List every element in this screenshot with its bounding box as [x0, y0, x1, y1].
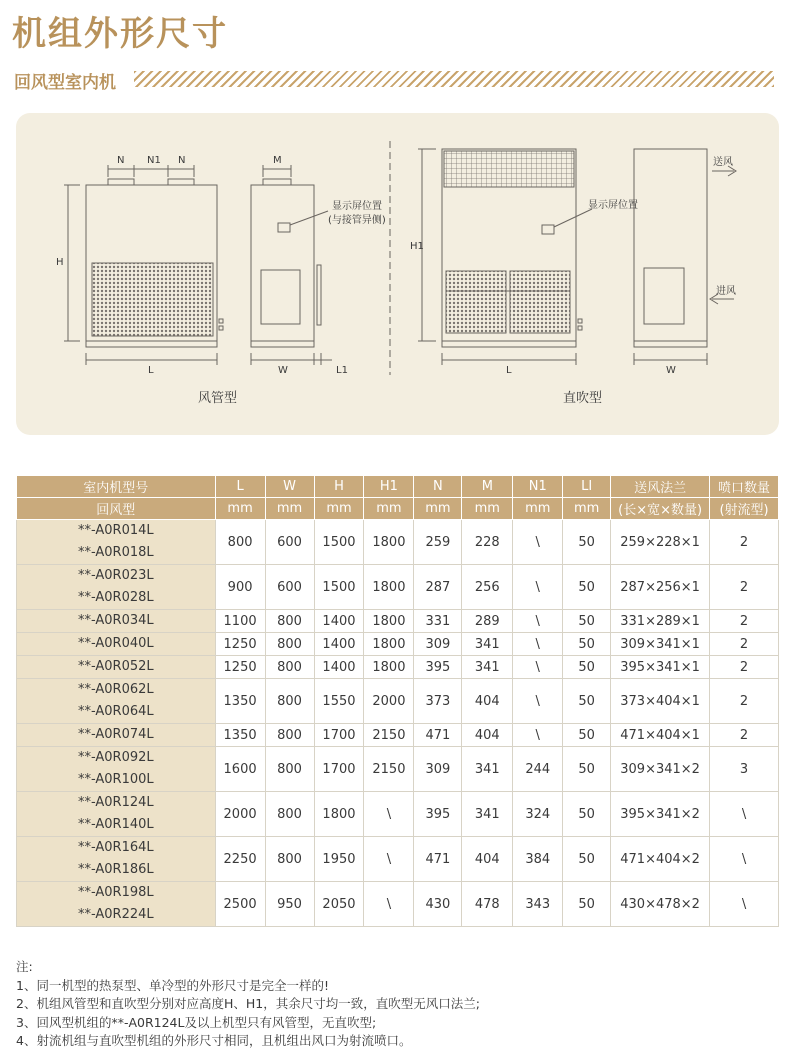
cell-h: 2050 [314, 882, 364, 927]
cell-n1: \ [513, 724, 563, 747]
cell-h1: 1800 [364, 656, 414, 679]
label-display-left: 显示屏位置 [332, 201, 382, 212]
section-header [14, 66, 774, 94]
cell-w: 800 [265, 610, 314, 633]
cell-h: 1700 [314, 724, 364, 747]
col-header-m: M [462, 476, 513, 498]
duct-side-body [251, 185, 314, 341]
label-supply-air: 送风 [713, 157, 733, 168]
page-title: 机组外形尺寸 [12, 14, 228, 54]
cell-h1: \ [364, 882, 414, 927]
cell-n: 287 [414, 565, 462, 610]
cell-h1: 2000 [364, 679, 414, 724]
model-code: **-A0R034L [77, 613, 154, 628]
cell-nozzle: 2 [710, 679, 779, 724]
cell-nozzle: 2 [710, 633, 779, 656]
cell-l: 1600 [215, 747, 265, 792]
note-item: 4、射流机组与直吹型机组的外形尺寸相同，且机组出风口为射流喷口。 [16, 1033, 412, 1048]
cell-n: 430 [414, 882, 462, 927]
cell-n: 259 [414, 520, 462, 565]
cell-m: 256 [462, 565, 513, 610]
col-header-h1: H1 [364, 476, 414, 498]
cell-h: 1800 [314, 792, 364, 837]
cell-li: 50 [563, 565, 611, 610]
cell-model [17, 724, 216, 747]
label-l1: L1 [336, 365, 348, 376]
table-row [17, 610, 779, 633]
cell-n1: \ [513, 565, 563, 610]
model-code: **-A0R074L [77, 727, 154, 742]
caption-direct-type: 直吹型 [563, 391, 603, 406]
cell-h: 1500 [314, 565, 364, 610]
cell-model [17, 633, 216, 656]
cell-nozzle: 2 [710, 520, 779, 565]
table-row [17, 565, 779, 610]
cell-w: 800 [265, 679, 314, 724]
col-header-n1: N1 [513, 476, 563, 498]
label-l-right: L [506, 365, 512, 376]
label-n-left: N [117, 155, 125, 166]
cell-h: 1700 [314, 747, 364, 792]
cell-l: 1100 [215, 610, 265, 633]
table-row [17, 633, 779, 656]
model-code: **-A0R064L [77, 704, 154, 719]
subheader-unit: mm [563, 498, 611, 520]
label-w-left: W [278, 365, 288, 376]
cell-h1: 1800 [364, 520, 414, 565]
cell-li: 50 [563, 747, 611, 792]
cell-flange: 395×341×1 [611, 656, 710, 679]
cell-w: 800 [265, 792, 314, 837]
model-code: **-A0R164L [77, 840, 154, 855]
cell-w: 800 [265, 724, 314, 747]
label-return-air: 进风 [716, 286, 736, 297]
cell-li: 50 [563, 520, 611, 565]
model-code: **-A0R040L [77, 636, 154, 651]
cell-nozzle: 2 [710, 565, 779, 610]
dimension-diagram [16, 113, 779, 435]
cell-h: 1400 [314, 633, 364, 656]
cell-nozzle: 3 [710, 747, 779, 792]
cell-h1: 1800 [364, 565, 414, 610]
table-row [17, 837, 779, 882]
duct-side-panel [261, 270, 300, 324]
cell-model [17, 656, 216, 679]
cell-m: 341 [462, 747, 513, 792]
model-code: **-A0R140L [77, 817, 154, 832]
cell-n: 395 [414, 656, 462, 679]
notes-block [16, 958, 480, 1051]
cell-n1: \ [513, 520, 563, 565]
cell-n: 471 [414, 724, 462, 747]
cell-flange: 309×341×1 [611, 633, 710, 656]
cell-li: 50 [563, 656, 611, 679]
subheader-unit: mm [462, 498, 513, 520]
table-row [17, 679, 779, 724]
cell-n: 373 [414, 679, 462, 724]
subheader-unit: mm [364, 498, 414, 520]
label-n1: N1 [147, 155, 161, 166]
cell-nozzle: 2 [710, 724, 779, 747]
cell-li: 50 [563, 610, 611, 633]
cell-li: 50 [563, 679, 611, 724]
cell-m: 228 [462, 520, 513, 565]
table-row [17, 747, 779, 792]
label-n-right: N [178, 155, 186, 166]
col-header-li: LI [563, 476, 611, 498]
cell-l: 2500 [215, 882, 265, 927]
cell-w: 600 [265, 520, 314, 565]
cell-nozzle: \ [710, 837, 779, 882]
cell-w: 950 [265, 882, 314, 927]
label-display-right: 显示屏位置 [588, 200, 638, 211]
cell-li: 50 [563, 724, 611, 747]
label-h: H [56, 257, 64, 268]
label-h1: H1 [410, 241, 424, 252]
model-code: **-A0R023L [77, 568, 154, 583]
cell-h: 1550 [314, 679, 364, 724]
cell-l: 1250 [215, 633, 265, 656]
col-header-n: N [414, 476, 462, 498]
col-header-model: 室内机型号 [17, 476, 216, 498]
model-code: **-A0R092L [77, 750, 154, 765]
cell-m: 341 [462, 792, 513, 837]
subheader-unit: mm [215, 498, 265, 520]
cell-n1: \ [513, 656, 563, 679]
subheader-flange-format: (长×宽×数量) [611, 498, 710, 520]
cell-model [17, 610, 216, 633]
cell-l: 1350 [215, 724, 265, 747]
cell-m: 404 [462, 724, 513, 747]
cell-flange: 471×404×2 [611, 837, 710, 882]
col-header-w: W [265, 476, 314, 498]
cell-w: 800 [265, 837, 314, 882]
cell-n: 395 [414, 792, 462, 837]
section-hatch-decoration [134, 71, 774, 87]
table-row [17, 656, 779, 679]
cell-l: 2250 [215, 837, 265, 882]
cell-h1: 2150 [364, 747, 414, 792]
table-row [17, 882, 779, 927]
model-code: **-A0R052L [77, 659, 154, 674]
cell-li: 50 [563, 882, 611, 927]
subheader-unit: mm [414, 498, 462, 520]
col-header-nozzle: 喷口数量 [710, 476, 779, 498]
cell-nozzle: \ [710, 792, 779, 837]
cell-h: 1500 [314, 520, 364, 565]
direct-side-body [634, 149, 707, 341]
cell-l: 900 [215, 565, 265, 610]
model-code: **-A0R062L [77, 682, 154, 697]
subheader-unit: mm [265, 498, 314, 520]
table-row [17, 520, 779, 565]
cell-model [17, 792, 216, 837]
cell-n1: \ [513, 679, 563, 724]
table-row [17, 724, 779, 747]
table-body [17, 520, 779, 927]
cell-n: 471 [414, 837, 462, 882]
cell-l: 1350 [215, 679, 265, 724]
cell-n1: \ [513, 610, 563, 633]
section-title: 回风型室内机 [14, 68, 124, 93]
model-code: **-A0R028L [77, 590, 154, 605]
cell-m: 341 [462, 656, 513, 679]
model-code: **-A0R018L [77, 545, 154, 560]
table-row [17, 792, 779, 837]
cell-h: 1400 [314, 610, 364, 633]
cell-h1: 2150 [364, 724, 414, 747]
model-code: **-A0R014L [77, 523, 154, 538]
cell-h: 1400 [314, 656, 364, 679]
cell-m: 478 [462, 882, 513, 927]
cell-l: 2000 [215, 792, 265, 837]
dimension-table [16, 475, 779, 927]
model-code: **-A0R186L [77, 862, 154, 877]
cell-n: 309 [414, 747, 462, 792]
cell-li: 50 [563, 633, 611, 656]
cell-flange: 331×289×1 [611, 610, 710, 633]
cell-h: 1950 [314, 837, 364, 882]
cell-n1: 244 [513, 747, 563, 792]
cell-flange: 471×404×1 [611, 724, 710, 747]
model-code: **-A0R124L [77, 795, 154, 810]
cell-model [17, 679, 216, 724]
cell-model [17, 520, 216, 565]
dimension-drawing [16, 113, 779, 435]
subheader-nozzle-type: (射流型) [710, 498, 779, 520]
cell-n: 309 [414, 633, 462, 656]
cell-flange: 373×404×1 [611, 679, 710, 724]
cell-flange: 395×341×2 [611, 792, 710, 837]
cell-m: 404 [462, 679, 513, 724]
label-m: M [273, 155, 282, 166]
cell-h1: 1800 [364, 633, 414, 656]
cell-flange: 287×256×1 [611, 565, 710, 610]
cell-w: 800 [265, 633, 314, 656]
label-w-right: W [666, 365, 676, 376]
cell-nozzle: 2 [710, 656, 779, 679]
cell-flange: 309×341×2 [611, 747, 710, 792]
model-code: **-A0R100L [77, 772, 154, 787]
cell-li: 50 [563, 792, 611, 837]
cell-flange: 430×478×2 [611, 882, 710, 927]
label-display-note: (与接管异侧) [328, 215, 386, 226]
cell-n: 331 [414, 610, 462, 633]
cell-m: 341 [462, 633, 513, 656]
table-subheader-row [17, 498, 779, 520]
col-header-flange: 送风法兰 [611, 476, 710, 498]
label-l-left: L [148, 365, 154, 376]
cell-n1: \ [513, 633, 563, 656]
model-code: **-A0R224L [77, 907, 154, 922]
cell-m: 404 [462, 837, 513, 882]
cell-w: 600 [265, 565, 314, 610]
cell-model [17, 565, 216, 610]
cell-m: 289 [462, 610, 513, 633]
note-item: 3、回风型机组的**-A0R124L及以上机型只有风管型，无直吹型; [16, 1014, 377, 1030]
cell-flange: 259×228×1 [611, 520, 710, 565]
cell-n1: 343 [513, 882, 563, 927]
cell-model [17, 882, 216, 927]
model-code: **-A0R198L [77, 885, 154, 900]
note-item: 1、同一机型的热泵型、单冷型的外形尺寸是完全一样的! [16, 977, 329, 993]
cell-l: 800 [215, 520, 265, 565]
cell-n1: 384 [513, 837, 563, 882]
table-header-row [17, 476, 779, 498]
cell-nozzle: 2 [710, 610, 779, 633]
subheader-model-type: 回风型 [17, 498, 216, 520]
direct-top-grille [444, 151, 574, 187]
subheader-unit: mm [314, 498, 364, 520]
duct-front-grille [92, 263, 213, 336]
subheader-unit: mm [513, 498, 563, 520]
caption-duct-type: 风管型 [198, 391, 238, 406]
cell-w: 800 [265, 656, 314, 679]
cell-model [17, 747, 216, 792]
cell-model [17, 837, 216, 882]
cell-h1: \ [364, 792, 414, 837]
cell-w: 800 [265, 747, 314, 792]
cell-n1: 324 [513, 792, 563, 837]
col-header-h: H [314, 476, 364, 498]
cell-l: 1250 [215, 656, 265, 679]
notes-heading: 注: [16, 959, 33, 974]
cell-h1: \ [364, 837, 414, 882]
col-header-l: L [215, 476, 265, 498]
note-item: 2、机组风管型和直吹型分别对应高度H、H1，其余尺寸均一致，直吹型无风口法兰; [16, 996, 480, 1011]
cell-li: 50 [563, 837, 611, 882]
cell-nozzle: \ [710, 882, 779, 927]
cell-h1: 1800 [364, 610, 414, 633]
